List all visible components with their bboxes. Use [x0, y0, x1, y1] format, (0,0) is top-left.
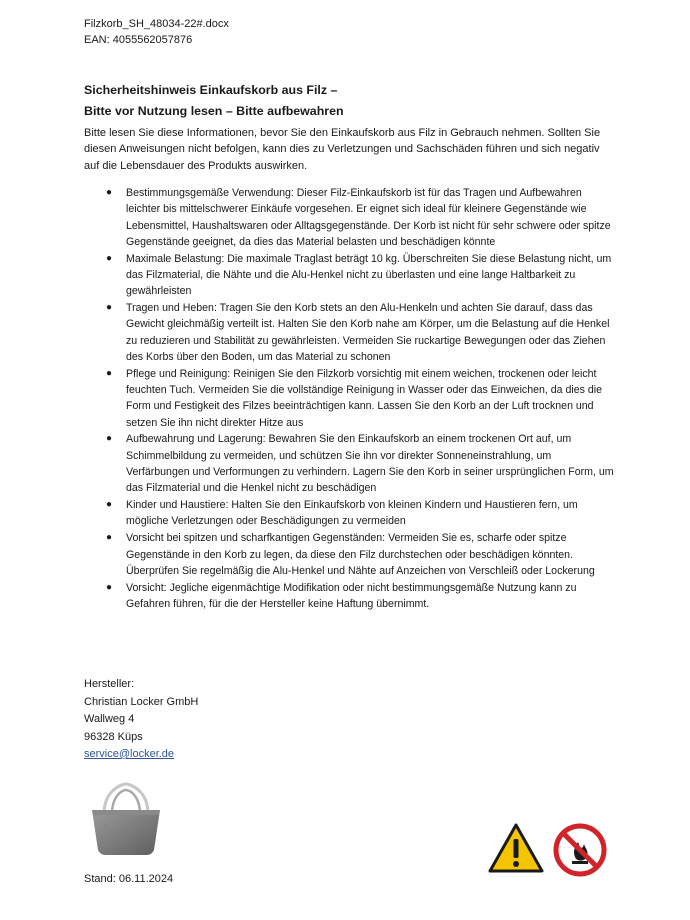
bullet-text: Pflege und Reinigung: Reinigen Sie den Filzkorb vorsichtig mit einem weichen, trockenen oder leicht feuchten Tuch. Vermeiden Sie die vollständige Reinigung in Wasser oder das Einweichen, da dies die Form und Festigkeit des Filzes beeinträchtigen kann. Lassen Sie den Korb an der Luft trocknen und setzen Sie ihn nicht direkter Hitze aus: [126, 367, 603, 429]
bullet-text: Vorsicht: Jegliche eigenmächtige Modifikation oder nicht bestimmungsgemäße Nutzung kann zu Gefahren führen, für die der Hersteller keine Haftung übernimmt.: [126, 581, 577, 610]
ean-number: EAN: 4055562057876: [84, 34, 193, 46]
safety-bullet-item: [84, 580, 614, 613]
file-name: Filzkorb_SH_48034-22#.docx: [84, 18, 229, 30]
safety-bullet-item: [84, 300, 614, 365]
manufacturer-label: Hersteller:: [84, 678, 135, 690]
safety-bullet-item: [84, 431, 614, 496]
document-date: Stand: 06.11.2024: [84, 873, 174, 885]
bullet-dot-icon: ●: [106, 302, 113, 314]
bullet-dot-icon: ●: [106, 499, 113, 511]
safety-bullet-list: [84, 185, 614, 613]
title-line-1: Sicherheitshinweis Einkaufskorb aus Filz –: [84, 83, 338, 97]
bullet-text: Vorsicht bei spitzen und scharfkantigen Gegenständen: Vermeiden Sie es, scharfe oder spitze Gegenstände in den Korb zu legen, da diese den Filz durchstechen oder beschädigen könnten. Überprüfen Sie regelmäßig die Alu-Henkel und Nähte auf Anzeichen von Verschleiß oder Lockerung: [126, 532, 595, 577]
bullet-text: Bestimmungsgemäße Verwendung: Dieser Filz-Einkaufskorb ist für das Tragen und Aufbewahren leichter bis mittelschwerer Einkäufe vorgesehen. Er eignet sich ideal für kleinere Gegenstände wie Lebensmittel, Haushaltswaren oder Alltagsgegenstände. Der Korb ist nicht für sehr schwere oder spitze Gegenstände geeignet, da dies das Material belasten und beschädigen könnte: [126, 187, 611, 248]
document-header: [84, 16, 229, 48]
bullet-dot-icon: ●: [106, 187, 113, 198]
safety-bullet-item: [84, 251, 614, 300]
bullet-dot-icon: ●: [106, 367, 113, 379]
safety-bullet-item: [84, 497, 614, 530]
safety-bullet-item: [84, 185, 614, 250]
felt-basket-image: [86, 780, 166, 863]
manufacturer-block: [84, 676, 198, 764]
bullet-text: Aufbewahrung und Lagerung: Bewahren Sie den Einkaufskorb an einem trockenen Ort auf, um Schimmelbildung zu vermeiden, und schützen Sie ihn vor direkter Sonneneinstrahlung, um Verfärbungen und Verformungen zu verhindern. Lagern Sie den Korb in seiner ursprünglichen Form, um das Filzmaterial und die Henkel nicht zu beschädigen: [126, 433, 614, 495]
document-title: [84, 80, 344, 122]
bullet-text: Maximale Belastung: Die maximale Traglast beträgt 10 kg. Überschreiten Sie diese Belastung nicht, um das Filzmaterial, die Nähte und die Alu-Henkel nicht zu überlasten und eine lange Haltbarkeit zu gewährleisten: [126, 252, 612, 298]
manufacturer-company: Christian Locker GmbH: [84, 695, 199, 708]
title-line-2: Bitte vor Nutzung lesen – Bitte aufbewahren: [84, 104, 344, 118]
warning-triangle-icon: [488, 822, 544, 879]
bullet-dot-icon: ●: [106, 252, 113, 264]
bullet-dot-icon: ●: [106, 433, 113, 445]
safety-bullet-item: [84, 530, 614, 579]
no-open-flame-icon: [552, 822, 608, 883]
intro-paragraph: Bitte lesen Sie diese Informationen, bevor Sie den Einkaufskorb aus Filz in Gebrauch nehmen. Sollten Sie diesen Anweisungen nicht befolgen, kann dies zu Verletzungen und Sachschäden führen und sich negativ auf die Lebensdauer des Produkts auswirken.: [84, 127, 601, 172]
bullet-dot-icon: ●: [106, 581, 113, 593]
bullet-text: Tragen und Heben: Tragen Sie den Korb stets an den Alu-Henkeln und achten Sie darauf, dass das Gewicht gleichmäßig verteilt ist. Halten Sie den Korb nahe am Körper, um die Belastung auf die Henkel zu reduzieren und Stabilität zu gewährleisten. Vermeiden Sie ruckartige Bewegungen oder das Ziehen des Korbs über den Boden, um das Material zu schonen: [126, 302, 610, 363]
bullet-text: Kinder und Haustiere: Halten Sie den Einkaufskorb von kleinen Kindern und Haustieren fern, um mögliche Verletzungen oder Beschädigungen zu vermeiden: [126, 499, 578, 528]
manufacturer-street: Wallweg 4: [84, 713, 135, 725]
safety-bullet-item: [84, 366, 614, 431]
manufacturer-city: 96328 Küps: [84, 730, 143, 743]
manufacturer-email-link[interactable]: service@locker.de: [84, 748, 175, 760]
bullet-dot-icon: ●: [106, 532, 113, 544]
